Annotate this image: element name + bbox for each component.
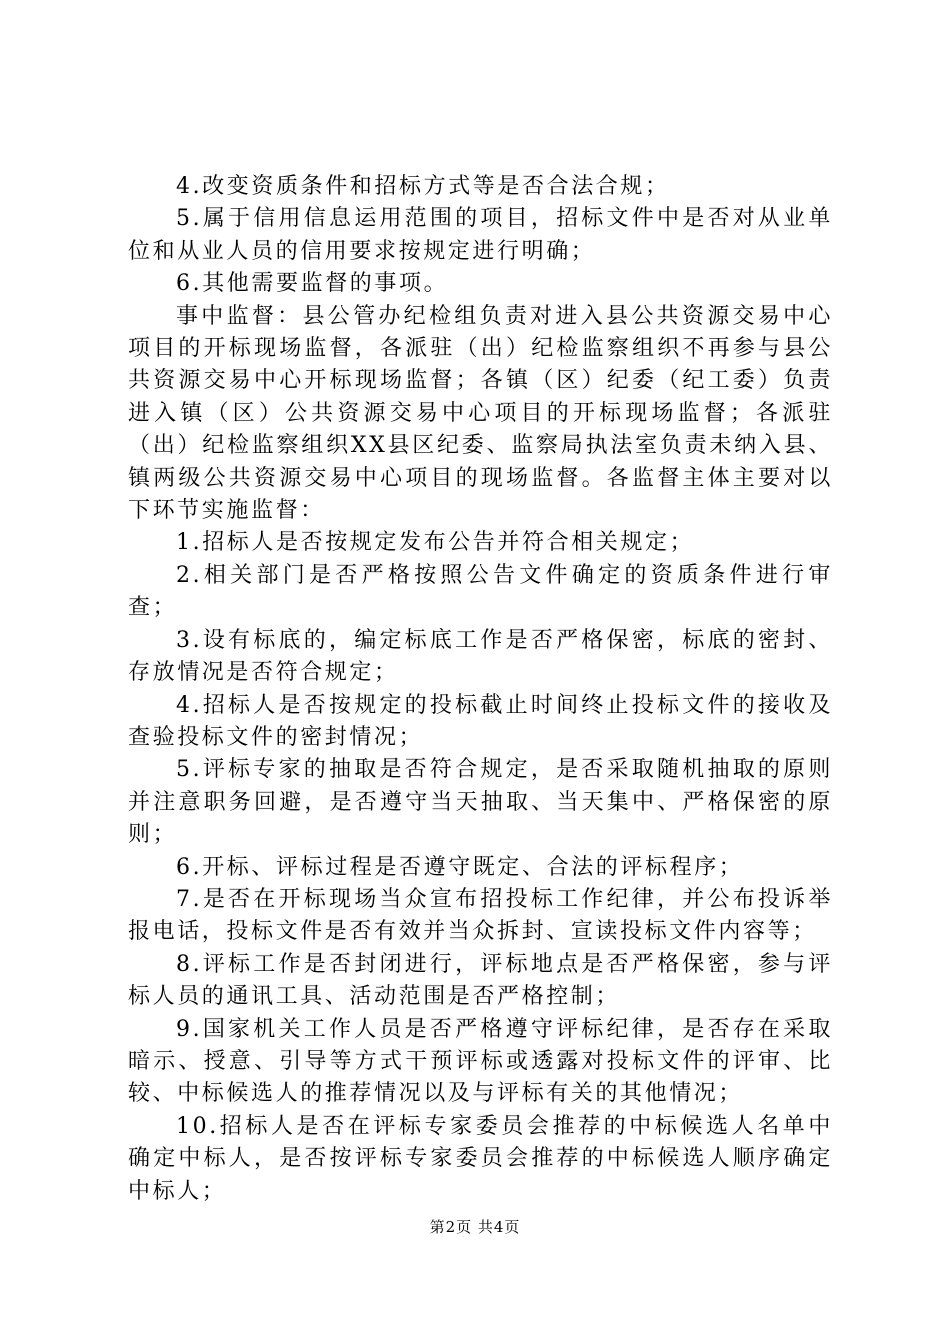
paragraph: 10.招标人是否在评标专家委员会推荐的中标候选人名单中确定中标人，是否按评标专家委员会推荐的中标候选人顺序确定中标人； xyxy=(128,1113,833,1204)
paragraph: 5.评标专家的抽取是否符合规定，是否采取随机抽取的原则并注意职务回避，是否遵守当天抽取、当天集中、严格保密的原则； xyxy=(128,757,833,848)
paragraph: 4.改变资质条件和招标方式等是否合法合规； xyxy=(176,174,670,199)
page-number-footer: 第2页 共4页 xyxy=(429,1218,521,1236)
paragraph: 7.是否在开标现场当众宣布招投标工作纪律，并公布投诉举报电话，投标文件是否有效并当众拆封、宣读投标文件内容等； xyxy=(128,886,833,945)
paragraph: 4.招标人是否按规定的投标截止时间终止投标文件的接收及查验投标文件的密封情况； xyxy=(128,692,833,750)
paragraph: 3.设有标底的，编定标底工作是否严格保密，标底的密封、存放情况是否符合规定； xyxy=(128,627,833,686)
paragraph: 6.其他需要监督的事项。 xyxy=(176,271,449,297)
paragraph: 5.属于信用信息运用范围的项目，招标文件中是否对从业单位和从业人员的信用要求按规定进行明确； xyxy=(128,206,833,264)
paragraph: 1.招标人是否按规定发布公告并符合相关规定； xyxy=(176,530,695,556)
paragraph: 2.相关部门是否严格按照公告文件确定的资质条件进行审查； xyxy=(128,562,833,621)
document-body xyxy=(128,171,833,1208)
paragraph: 事中监督：县公管办纪检组负责对进入县公共资源交易中心项目的开标现场监督，各派驻（出）纪检监察组织不再参与县公共资源交易中心开标现场监督；各镇（区）纪委（纪工委）负责进入镇（区）公共资源交易中心项目的开标现场监督；各派驻（出）纪检监察组织XX县区纪委、监察局执法室负责未纳入县、镇两级公共资源交易中心项目的现场监督。各监督主体主要对以下环节实施监督： xyxy=(128,303,833,524)
paragraph: 8.评标工作是否封闭进行，评标地点是否严格保密，参与评标人员的通讯工具、活动范围是否严格控制； xyxy=(128,951,833,1010)
paragraph: 6.开标、评标过程是否遵守既定、合法的评标程序； xyxy=(176,854,744,880)
paragraph: 9.国家机关工作人员是否严格遵守评标纪律，是否存在采取暗示、授意、引导等方式干预评标或透露对投标文件的评审、比较、中标候选人的推荐情况以及与评标有关的其他情况； xyxy=(128,1016,833,1107)
